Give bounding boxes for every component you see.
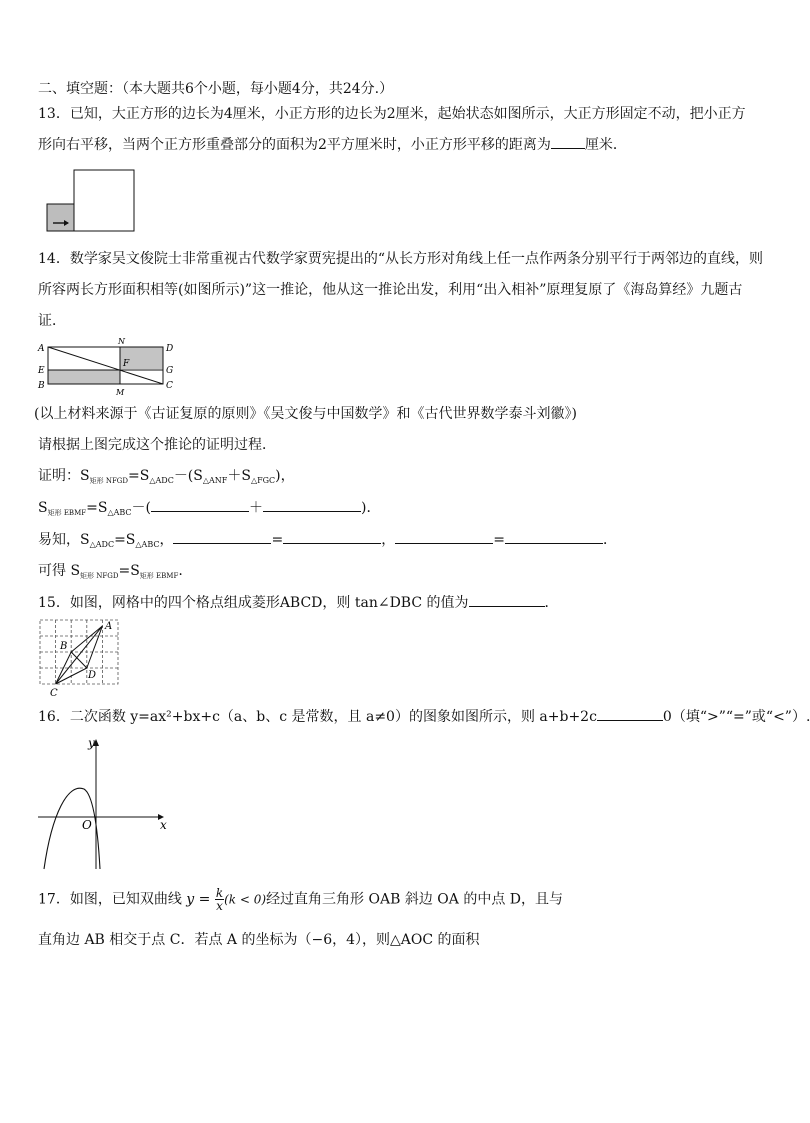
formula-condition: (k < 0) [224,892,267,907]
formula-y: y = [186,891,211,908]
proof1-mid: －(S [173,468,203,484]
proof1-sub3: △ANF [202,476,228,485]
proof1-eq: =S [128,468,150,484]
q17-text-a: 17．如图，已知双曲线 [38,891,182,908]
large-square [74,170,134,231]
q17-line2: 直角边 AB 相交于点 C．若点 A 的坐标为（−6，4），则△AOC 的面积 [38,932,480,948]
rect-ebmf [48,370,120,384]
proof2-open: －( [131,500,151,516]
q16-answer-blank[interactable] [597,706,663,721]
proof3-comma2: ， [381,532,396,548]
q14-proof-line2 [38,497,380,523]
label-b: B [38,381,45,391]
small-square [47,204,74,231]
label-origin: O [82,818,92,832]
proof1-sub4: △FGC [250,476,276,485]
label-m: M [116,388,125,397]
proof4-end: . [178,563,183,579]
section-title: 二、填空题：（本大题共6个小题，每小题4分，共24分.） [38,81,394,97]
fraction-k-over-x [215,887,224,912]
label-e: E [38,366,45,376]
proof2-text: S [38,500,48,516]
proof2-sub: 矩形 EBMF [47,509,87,517]
q14-line2: 所容两长方形面积相等(如图所示)”这一推论，他从这一推论出发，利用“出入相补”原理复原了《海岛算经》九题古 [38,282,743,298]
proof4-eq: =S [118,563,140,579]
q13-line2-text: 形向右平移，当两个正方形重叠部分的面积为2平方厘米时，小正方形平移的距离为 [38,137,551,153]
proof3-eq3: = [493,532,505,548]
proof1-plus: ＋S [227,468,251,484]
q15-question: 15．如图，网格中的四个格点组成菱形ABCD，则 tan∠DBC 的值为 [38,595,469,611]
label-f: F [123,359,130,369]
proof1-end: )， [275,468,295,484]
proof3-comma: ， [159,532,174,548]
q17-text-b: 经过直角三角形 OAB 斜边 OA 的中点 D，且与 [266,891,564,908]
q13-line2-unit: 厘米． [584,137,627,153]
proof4-text: 可得 S [38,563,81,579]
proof2-end: )． [360,500,381,516]
q15-end: ． [544,595,559,611]
proof4-sub: 矩形 NFGD [80,572,119,580]
proof3-text: 易知，S [38,532,90,548]
proof3-sub2: △ABC [135,540,160,549]
proof3-sub: △ADC [89,540,115,549]
label-y: y [88,736,95,750]
proof3-eq: =S [114,532,136,548]
fraction-num: k [215,886,224,900]
label-x: x [160,818,167,832]
label-c: C [166,381,173,391]
q14-line3: 证． [38,313,66,329]
label-a: A [38,344,45,354]
q13-squares-figure [46,168,138,232]
q14-line1: 14．数学家吴文俊院士非常重视古代数学家贾宪提出的“从长方形对角线上任一点作两条分别平行于两邻边的直线，则 [38,251,763,267]
proof3-blank-1[interactable] [173,529,271,544]
q14-rectangle-figure [36,339,180,397]
q17-line1 [38,887,563,912]
q15-text [38,592,559,613]
q16-end: 0（填“>”“=”或“<”）. [662,709,810,725]
label-d: D [88,670,97,681]
proof2-blank-2[interactable] [263,497,361,512]
q15-grid-figure [36,618,122,700]
proof4-sub2: 矩形 EBMF [139,572,179,580]
label-d: D [166,344,174,354]
q14-source: (以上材料来源于《古证复原的原则》《吴文俊与中国数学》和《古代世界数学泰斗刘徽》) [34,406,577,422]
q16-parabola-figure [34,733,174,873]
proof2-blank-1[interactable] [151,497,249,512]
q14-proof-line1 [38,466,295,491]
proof1-text: 证明：S [38,468,90,484]
label-b: B [60,641,68,652]
proof3-blank-4[interactable] [505,529,603,544]
q16-question: 16．二次函数 y=ax²+bx+c（a、b、c 是常数，且 a≠0）的图象如图所示，则 a+b+2c [38,709,597,725]
proof2-eq: =S [86,500,108,516]
label-g: G [166,366,174,376]
label-c: C [50,688,58,699]
fraction-den: x [216,899,223,913]
proof1-sub: 矩形 NFGD [89,477,129,485]
q14-prompt: 请根据上图完成这个推论的证明过程． [38,437,276,453]
proof2-plus: ＋ [248,500,263,516]
q13-line1: 13．已知，大正方形的边长为4厘米，小正方形的边长为2厘米，起始状态如图所示，大正方形固定不动，把小正方 [38,106,746,122]
proof3-eq2: = [271,532,284,548]
q15-answer-blank[interactable] [469,592,545,607]
proof2-sub2: △ABC [107,508,132,517]
proof3-blank-2[interactable] [283,529,381,544]
q13-answer-blank[interactable] [551,134,585,149]
proof3-blank-3[interactable] [395,529,493,544]
q13-line2 [38,134,627,155]
proof1-sub2: △ADC [149,476,174,485]
label-n: N [118,337,125,346]
proof3-end: ． [602,532,617,548]
q14-proof-line4 [38,561,183,586]
q16-text [38,706,810,727]
q14-proof-line3 [38,529,617,555]
label-a: A [105,621,113,632]
